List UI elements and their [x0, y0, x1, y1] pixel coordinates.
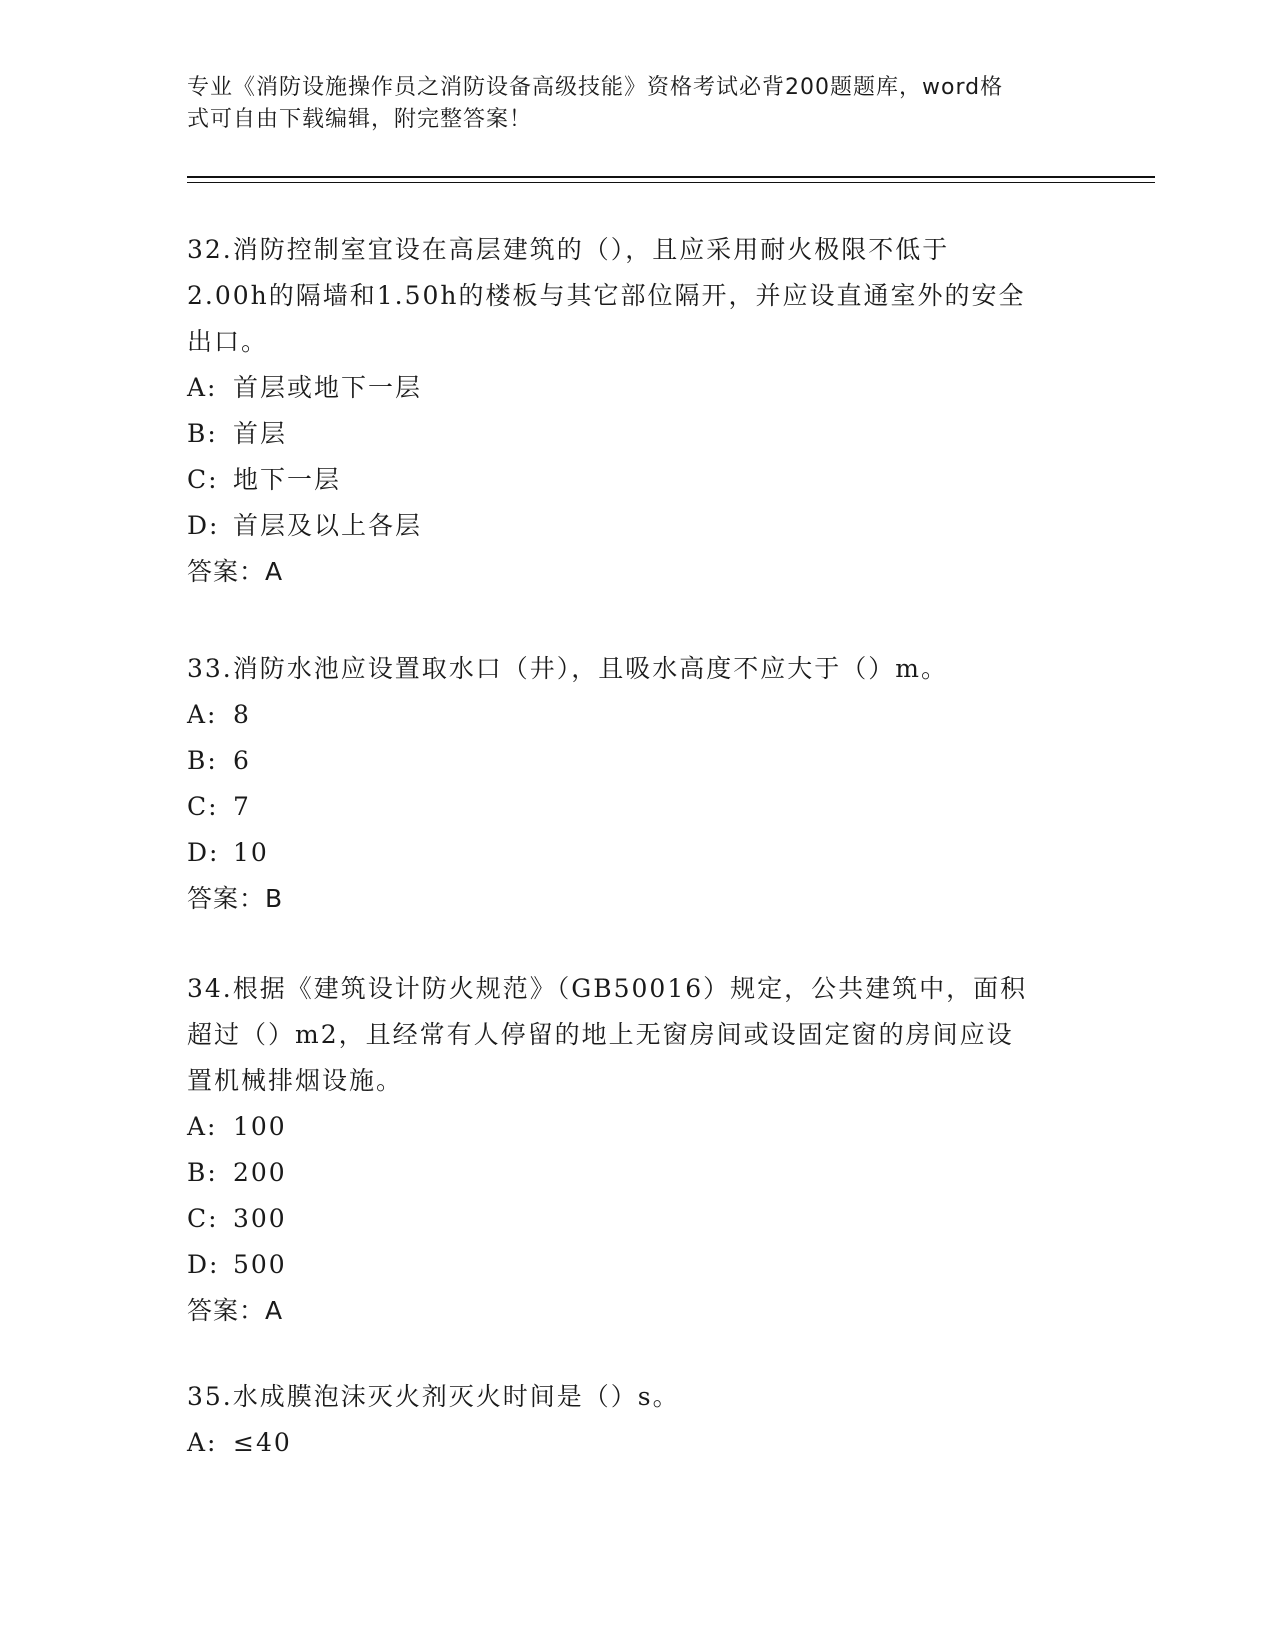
option-a	[187, 692, 1087, 738]
option-text: 首层或地下一层	[233, 373, 423, 402]
option-text: 首层	[233, 419, 288, 448]
option-key: C:	[187, 1204, 219, 1233]
option-key: C:	[187, 465, 219, 494]
option-b	[187, 1150, 1087, 1196]
header-divider-thin	[187, 182, 1155, 183]
option-text: 300	[233, 1204, 287, 1233]
header-divider-thick	[187, 176, 1155, 178]
option-key: B:	[187, 419, 218, 448]
question-text-line: 置机械排烟设施。	[187, 1066, 404, 1095]
question-text-line: 34.根据《建筑设计防火规范》（GB50016）规定，公共建筑中，面积	[187, 974, 1028, 1003]
answer-line: 答案：A	[187, 1296, 284, 1325]
option-key: C:	[187, 792, 219, 821]
answer-line: 答案：A	[187, 557, 284, 586]
option-text: 首层及以上各层	[233, 511, 423, 540]
option-d	[187, 830, 1087, 876]
option-text: 10	[233, 838, 269, 867]
option-key: D:	[187, 1250, 220, 1279]
answer-line: 答案：B	[187, 884, 284, 913]
option-text: 7	[233, 792, 251, 821]
option-d	[187, 503, 1087, 549]
question-35	[187, 1374, 1087, 1466]
option-a	[187, 1420, 1087, 1466]
question-text-line: 35.水成膜泡沫灭火剂灭火时间是（）s。	[187, 1382, 680, 1411]
option-text: ≤40	[233, 1428, 292, 1457]
option-key: A:	[187, 700, 218, 729]
header-line-2: 式可自由下载编辑，附完整答案！	[187, 107, 533, 132]
option-text: 100	[233, 1112, 287, 1141]
option-text: 地下一层	[233, 465, 342, 494]
option-a	[187, 1104, 1087, 1150]
question-text-line: 32.消防控制室宜设在高层建筑的（），且应采用耐火极限不低于	[187, 235, 950, 264]
question-33	[187, 646, 1087, 922]
option-text: 200	[233, 1158, 287, 1187]
question-34	[187, 966, 1087, 1334]
option-key: A:	[187, 1112, 218, 1141]
question-text-line: 33.消防水池应设置取水口（井），且吸水高度不应大于（）m。	[187, 654, 948, 683]
header-line-1: 专业《消防设施操作员之消防设备高级技能》资格考试必背200题题库，word格	[187, 75, 1004, 100]
option-b	[187, 738, 1087, 784]
option-text: 6	[233, 746, 251, 775]
option-c	[187, 784, 1087, 830]
document-header	[187, 72, 1067, 136]
option-key: B:	[187, 746, 218, 775]
option-key: A:	[187, 373, 218, 402]
question-32	[187, 227, 1087, 595]
question-text-line: 超过（）m2，且经常有人停留的地上无窗房间或设固定窗的房间应设	[187, 1020, 1014, 1049]
option-key: D:	[187, 511, 220, 540]
option-c	[187, 457, 1087, 503]
option-c	[187, 1196, 1087, 1242]
option-b	[187, 411, 1087, 457]
option-key: D:	[187, 838, 220, 867]
option-text: 8	[233, 700, 251, 729]
option-key: A:	[187, 1428, 218, 1457]
question-text-line: 出口。	[187, 327, 269, 356]
option-a	[187, 365, 1087, 411]
option-text: 500	[233, 1250, 287, 1279]
option-d	[187, 1242, 1087, 1288]
option-key: B:	[187, 1158, 218, 1187]
question-text-line: 2.00h的隔墙和1.50h的楼板与其它部位隔开，并应设直通室外的安全	[187, 281, 1026, 310]
